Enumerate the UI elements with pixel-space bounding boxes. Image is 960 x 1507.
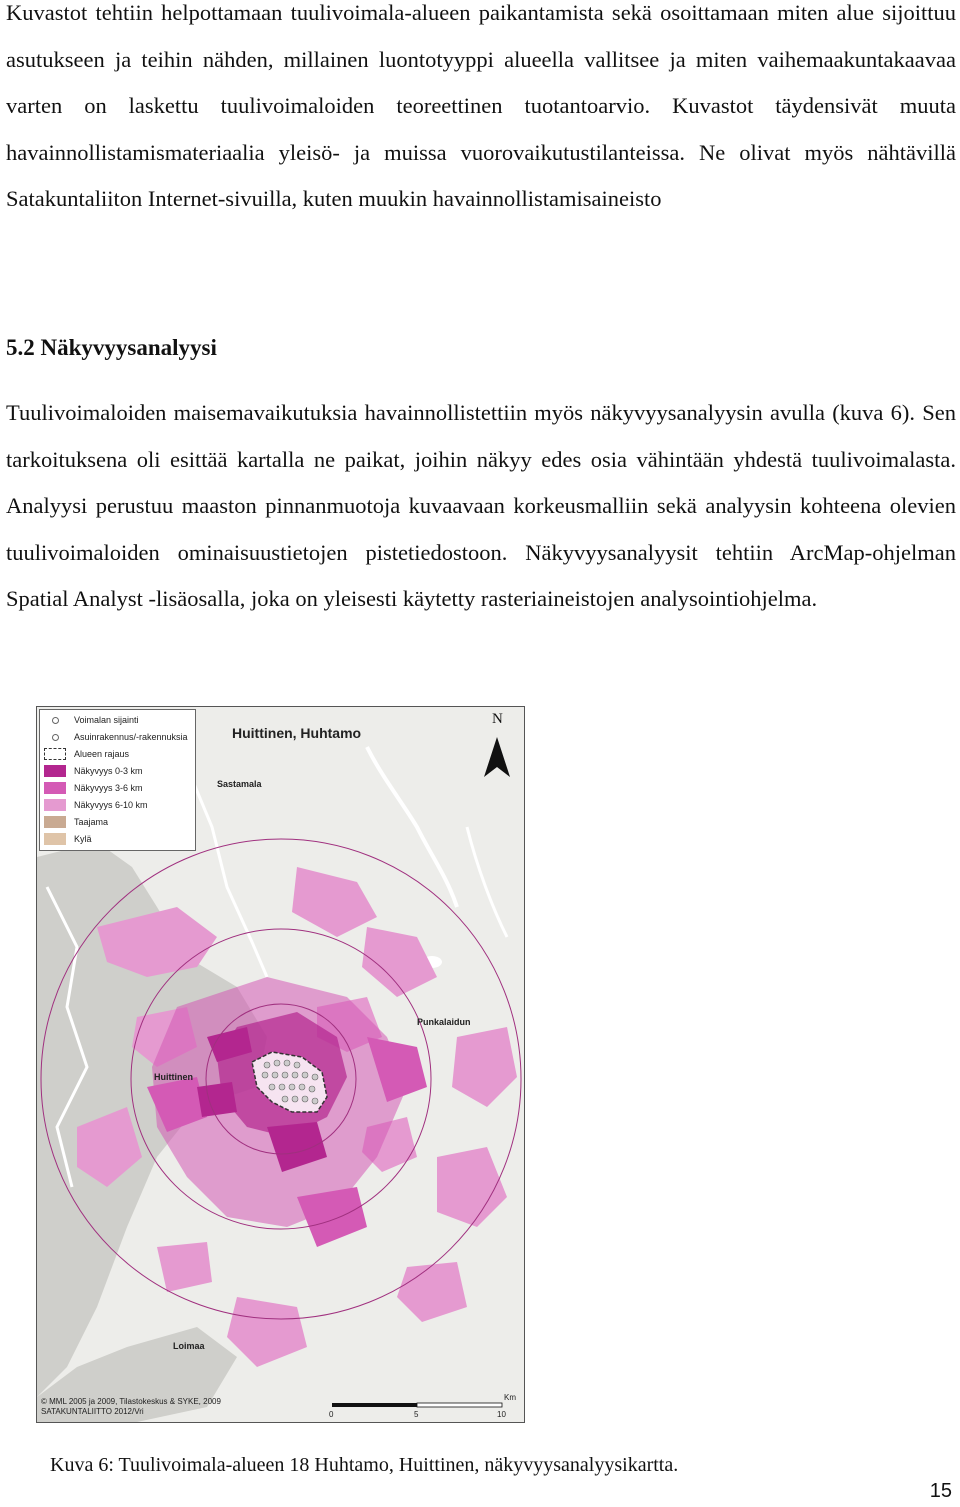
legend-item — [44, 763, 143, 779]
legend-item — [44, 814, 108, 830]
place-label-loimaa: Loimaa — [173, 1341, 205, 1351]
legend-point-icon — [44, 714, 66, 726]
legend-label: Näkyvyys 6-10 km — [74, 800, 148, 810]
legend-label: Kylä — [74, 834, 92, 844]
place-label-huittinen: Huittinen — [154, 1072, 193, 1082]
legend-color-swatch — [44, 816, 66, 828]
legend-color-swatch — [44, 833, 66, 845]
legend-label: Voimalan sijainti — [74, 715, 139, 725]
scale-tick-10: 10 — [497, 1410, 506, 1419]
legend-color-swatch — [44, 782, 66, 794]
legend-label: Näkyvyys 0-3 km — [74, 766, 143, 776]
legend-item — [44, 797, 148, 813]
scale-unit: Km — [504, 1393, 516, 1402]
legend-boundary-swatch — [44, 748, 66, 760]
legend-label: Taajama — [74, 817, 109, 827]
page-number: 15 — [929, 1480, 952, 1502]
map-title: Huittinen, Huhtamo — [232, 725, 362, 741]
legend-item — [44, 831, 92, 847]
figure-caption: Kuva 6: Tuulivoimala-alueen 18 Huhtamo, Huittinen, näkyvyysanalyysikartta. — [50, 1454, 679, 1476]
legend-label: Asuinrakennus/-rakennuksia — [74, 732, 188, 742]
legend-item — [44, 729, 188, 745]
legend-color-swatch — [44, 765, 66, 777]
legend-point-icon — [44, 731, 66, 743]
scale-tick-0: 0 — [329, 1410, 334, 1419]
place-label-punkalaidun: Punkalaidun — [417, 1017, 471, 1027]
scale-tick-5: 5 — [414, 1410, 419, 1419]
legend-label: Alueen rajaus — [74, 749, 130, 759]
legend-color-swatch — [44, 799, 66, 811]
body-paragraph-1: Kuvastot tehtiin helpottamaan tuulivoimala-alueen paikantamista sekä osoittamaan miten alue sijoittuu asutukseen ja teihin nähden, millainen luontotyyppi alueella vallitsee ja miten vaihemaakuntakaavaa varten on laskettu tuulivoimaloiden teoreettinen tuotantoarvio. Kuvastot täydensivät muuta havainnollistamismateriaalia yleisö- ja muissa vuorovaikutustilanteissa. Ne olivat myös nähtävillä Satakuntaliiton Internet-sivuilla, kuten muukin havainnollistamisaineisto — [6, 0, 956, 211]
place-label-sastamala: Sastamala — [217, 779, 262, 789]
north-arrow-icon: N — [492, 711, 503, 727]
legend-item — [44, 712, 139, 728]
legend-item — [44, 780, 143, 796]
section-heading: 5.2 Näkyvyysanalyysi — [6, 335, 217, 360]
map-legend — [39, 709, 196, 851]
legend-label: Näkyvyys 3-6 km — [74, 783, 143, 793]
legend-item — [44, 746, 129, 762]
map-credit: © MML 2005 ja 2009, Tilastokeskus & SYKE, 2009 SATAKUNTALIITTO 2012/Vri — [41, 1397, 221, 1416]
body-paragraph-2: Tuulivoimaloiden maisemavaikutuksia havainnollistettiin myös näkyvyysanalyysin avulla (kuva 6). Sen tarkoituksena oli esittää kartalla ne paikat, joihin näkyy edes osia vähintään yhdestä tuulivoimalasta. Analyysi perustuu maaston pinnanmuotoja kuvaavaan korkeusmalliin sekä analyysin kohteena olevien tuulivoimaloiden ominaisuustietojen pistetiedostoon. Näkyvyysanalyysit tehtiin ArcMap-ohjelman Spatial Analyst -lisäosalla, joka on yleisesti käytetty rasteriaineistojen analysointiohjelma. — [6, 400, 956, 611]
visibility-map — [36, 706, 525, 1423]
